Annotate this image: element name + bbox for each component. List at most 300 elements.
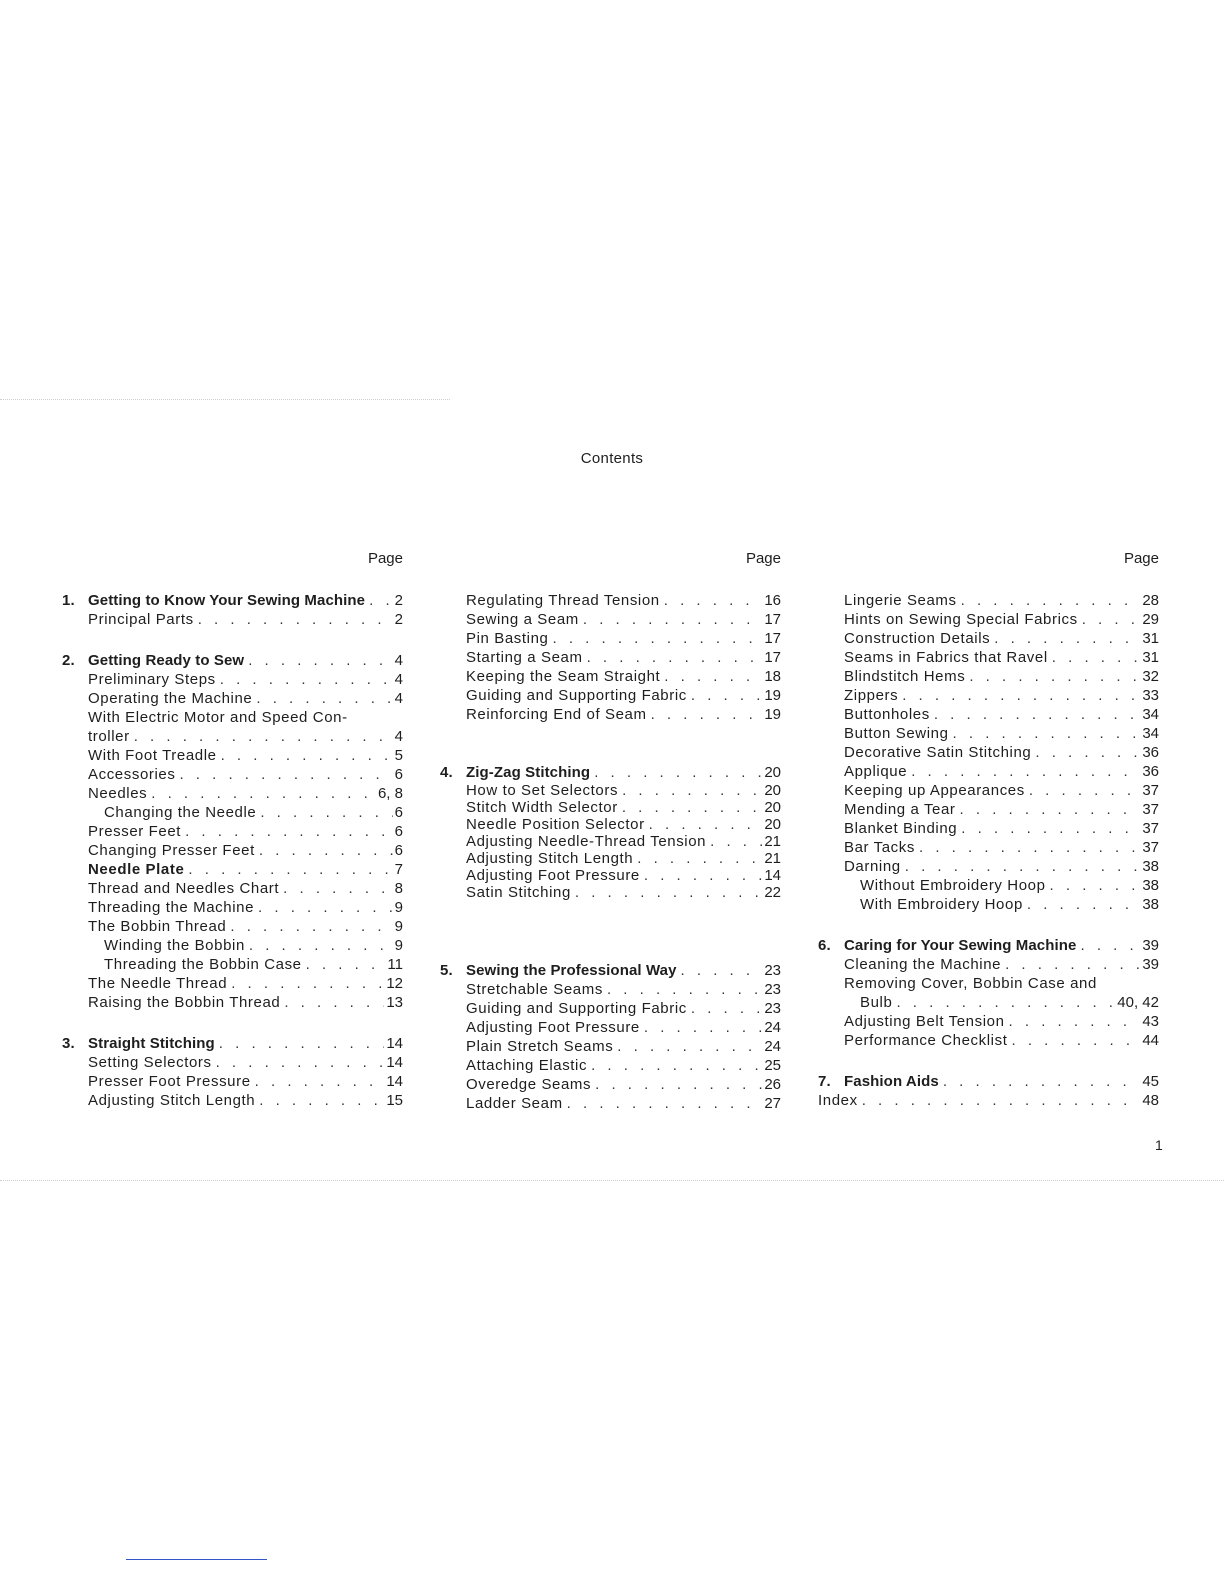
entry-page-number: 26: [764, 1076, 781, 1093]
entry-page-number: 21: [764, 833, 781, 850]
toc-entry: [62, 708, 403, 727]
entry-page-number: 20: [764, 816, 781, 833]
page-number: 1: [1155, 1137, 1163, 1153]
entry-title: Needles: [88, 785, 148, 802]
section-number: 1.: [62, 592, 75, 609]
entry-title: Button Sewing: [844, 725, 949, 742]
entry-title: Preliminary Steps: [88, 671, 216, 688]
entry-title: Guiding and Supporting Fabric: [466, 1000, 687, 1017]
entry-page-number: 17: [764, 649, 781, 666]
dot-leader: [548, 629, 762, 648]
dot-leader: [255, 1091, 384, 1110]
toc-entry: [440, 591, 781, 610]
toc-entry: [818, 857, 1159, 876]
section-spacer: [818, 914, 1159, 936]
dot-leader: [949, 724, 1141, 743]
entry-page-number: 7: [394, 861, 403, 878]
entry-title: Adjusting Stitch Length: [466, 850, 634, 867]
section-spacer: [440, 724, 781, 763]
toc-entry: [62, 610, 403, 629]
entry-page-number: 14: [386, 1073, 403, 1090]
dot-leader: [633, 850, 762, 867]
toc-entry: [62, 822, 403, 841]
entry-title: Construction Details: [844, 630, 991, 647]
toc-entry: [440, 1037, 781, 1056]
toc-entry: [818, 1012, 1159, 1031]
entry-title: Presser Feet: [88, 823, 182, 840]
toc-entry: [62, 1072, 403, 1091]
entry-title: Decorative Satin Stitching: [844, 744, 1032, 761]
entry-page-number: 17: [764, 611, 781, 628]
toc-entry: [62, 879, 403, 898]
entry-page-number: 25: [764, 1057, 781, 1074]
dot-leader: [571, 884, 762, 901]
dot-leader: [1046, 876, 1141, 895]
entry-title: Satin Stitching: [466, 884, 571, 901]
entry-page-number: 43: [1142, 1013, 1159, 1030]
dot-leader: [647, 705, 763, 724]
dot-leader: [660, 667, 762, 686]
page-column-header: Page: [745, 550, 781, 567]
toc-entry: [818, 993, 1159, 1012]
section-number: 7.: [818, 1073, 831, 1090]
entry-title: Blanket Binding: [844, 820, 958, 837]
entry-title: Bar Tacks: [844, 839, 915, 856]
entry-title: Hints on Sewing Special Fabrics: [844, 611, 1078, 628]
entry-page-number: 19: [764, 687, 781, 704]
dot-leader: [181, 822, 393, 841]
dot-leader: [901, 857, 1141, 876]
entry-page-number: 9: [394, 937, 403, 954]
dot-leader: [279, 879, 392, 898]
dot-leader: [640, 1018, 762, 1037]
toc-entry: [818, 667, 1159, 686]
entry-title: Setting Selectors: [88, 1054, 212, 1071]
toc-entry: [62, 898, 403, 917]
page-title: Contents: [580, 450, 644, 467]
entry-title: Regulating Thread Tension: [466, 592, 660, 609]
dot-leader: [212, 1053, 385, 1072]
toc-section-entry: [818, 1072, 1159, 1091]
entry-page-number: 20: [764, 764, 781, 781]
toc-entry: [440, 782, 781, 799]
section-spacer: [440, 901, 781, 961]
entry-page-number: 15: [386, 1092, 403, 1109]
entry-page-number: 9: [394, 899, 403, 916]
toc-entry: [62, 1053, 403, 1072]
dot-leader: [252, 689, 392, 708]
entry-title: Plain Stretch Seams: [466, 1038, 614, 1055]
dot-leader: [1001, 955, 1140, 974]
toc-section-entry: [440, 961, 781, 980]
dot-leader: [965, 667, 1140, 686]
dot-leader: [254, 898, 393, 917]
dot-leader: [930, 705, 1140, 724]
entry-title: Fashion Aids: [844, 1073, 939, 1090]
entry-title: Cleaning the Machine: [844, 956, 1002, 973]
dot-leader: [660, 591, 763, 610]
entry-title: Adjusting Needle-Thread Tension: [466, 833, 707, 850]
dot-leader: [1023, 895, 1140, 914]
entry-title: Darning: [844, 858, 901, 875]
entry-title: Bulb: [860, 994, 893, 1011]
dot-leader: [590, 763, 762, 782]
entry-page-number: 24: [764, 1038, 781, 1055]
dot-leader: [706, 833, 762, 850]
scan-artifact-bottom: [0, 1180, 1224, 1181]
entry-page-number: 23: [764, 962, 781, 979]
dot-leader: [1025, 781, 1140, 800]
entry-title: Reinforcing End of Seam: [466, 706, 647, 723]
entry-page-number: 34: [1142, 706, 1159, 723]
dot-leader: [130, 727, 393, 746]
dot-leader: [957, 819, 1140, 838]
entry-title: Adjusting Foot Pressure: [466, 867, 640, 884]
entry-page-number: 2: [394, 611, 403, 628]
dot-leader: [175, 765, 392, 784]
toc-entry: [440, 799, 781, 816]
entry-title: troller: [88, 728, 130, 745]
dot-leader: [1076, 936, 1140, 955]
toc-entry: [818, 629, 1159, 648]
entry-title: Pin Basting: [466, 630, 549, 647]
entry-title: With Electric Motor and Speed Con-: [88, 709, 348, 726]
dot-leader: [147, 784, 376, 803]
toc-entry: [818, 610, 1159, 629]
entry-page-number: 13: [386, 994, 403, 1011]
entry-title: Seams in Fabrics that Ravel: [844, 649, 1048, 666]
entry-title: Sewing a Seam: [466, 611, 579, 628]
entry-page-number: 4: [394, 690, 403, 707]
toc-entry: [62, 841, 403, 860]
toc-entry: [62, 936, 403, 955]
entry-page-number: 2: [394, 592, 403, 609]
dot-leader: [1048, 648, 1141, 667]
entry-page-number: 17: [764, 630, 781, 647]
toc-entry: [62, 765, 403, 784]
entry-title: Buttonholes: [844, 706, 930, 723]
dot-leader: [583, 648, 763, 667]
toc-entry: [818, 705, 1159, 724]
entry-title: Starting a Seam: [466, 649, 583, 666]
entry-title: Raising the Bobbin Thread: [88, 994, 281, 1011]
dot-leader: [939, 1072, 1140, 1091]
entry-title: Threading the Machine: [88, 899, 255, 916]
entry-title: Changing Presser Feet: [88, 842, 255, 859]
toc-entry: [818, 1091, 1159, 1110]
entry-page-number: 14: [386, 1054, 403, 1071]
entry-page-number: 27: [764, 1095, 781, 1112]
entry-title: Thread and Needles Chart: [88, 880, 280, 897]
entry-page-number: 31: [1142, 630, 1159, 647]
dot-leader: [280, 993, 384, 1012]
entry-title: Without Embroidery Hoop: [860, 877, 1046, 894]
entry-title: How to Set Selectors: [466, 782, 619, 799]
entry-title: Changing the Needle: [104, 804, 257, 821]
entry-page-number: 28: [1142, 592, 1159, 609]
entry-page-number: 37: [1142, 820, 1159, 837]
entry-title: Sewing the Professional Way: [466, 962, 677, 979]
entry-page-number: 23: [764, 1000, 781, 1017]
entry-title: Performance Checklist: [844, 1032, 1008, 1049]
dot-leader: [990, 629, 1140, 648]
entry-page-number: 36: [1142, 744, 1159, 761]
entry-title: Removing Cover, Bobbin Case and: [844, 975, 1097, 992]
entry-page-number: 22: [764, 884, 781, 901]
entry-title: Stretchable Seams: [466, 981, 603, 998]
entry-title: Operating the Machine: [88, 690, 253, 707]
entry-page-number: 9: [394, 918, 403, 935]
scan-artifact-top: [0, 399, 450, 400]
contents-column-3: [818, 550, 1159, 1110]
toc-entry: [818, 974, 1159, 993]
dot-leader: [1005, 1012, 1141, 1031]
entry-title: Threading the Bobbin Case: [104, 956, 302, 973]
entry-title: With Embroidery Hoop: [860, 896, 1023, 913]
toc-section-entry: [818, 936, 1159, 955]
entry-title: The Bobbin Thread: [88, 918, 227, 935]
dot-leader: [227, 974, 384, 993]
entry-title: Caring for Your Sewing Machine: [844, 937, 1077, 954]
toc-entry: [440, 1094, 781, 1113]
entry-page-number: 5: [394, 747, 403, 764]
toc-entry: [818, 762, 1159, 781]
entry-page-number: 16: [764, 592, 781, 609]
entry-title: Applique: [844, 763, 908, 780]
toc-entry: [440, 610, 781, 629]
toc-section-entry: [62, 651, 403, 670]
entry-title: Ladder Seam: [466, 1095, 563, 1112]
entry-page-number: 19: [764, 706, 781, 723]
toc-entry: [818, 838, 1159, 857]
toc-entry: [440, 667, 781, 686]
toc-entry: [440, 980, 781, 999]
entry-page-number: 14: [764, 867, 781, 884]
entry-page-number: 38: [1142, 896, 1159, 913]
dot-leader: [603, 980, 762, 999]
toc-entry: [440, 648, 781, 667]
dot-leader: [256, 803, 392, 822]
entry-title: Lingerie Seams: [844, 592, 957, 609]
toc-entry: [440, 629, 781, 648]
page-column-header: Page: [367, 550, 403, 567]
section-number: 5.: [440, 962, 453, 979]
dot-leader: [184, 860, 392, 879]
section-number: 6.: [818, 937, 831, 954]
entry-title: Index: [818, 1092, 858, 1109]
dot-leader: [645, 816, 763, 833]
toc-section-entry: [440, 763, 781, 782]
entry-page-number: 39: [1142, 937, 1159, 954]
entry-title: With Foot Treadle: [88, 747, 217, 764]
page-column-header: Page: [1123, 550, 1159, 567]
toc-entry: [818, 800, 1159, 819]
entry-page-number: 6: [394, 823, 403, 840]
dot-leader: [687, 999, 762, 1018]
entry-title: Adjusting Belt Tension: [844, 1013, 1005, 1030]
entry-page-number: 44: [1142, 1032, 1159, 1049]
entry-page-number: 45: [1142, 1073, 1159, 1090]
entry-title: Guiding and Supporting Fabric: [466, 687, 687, 704]
toc-entry: [818, 781, 1159, 800]
dot-leader: [1078, 610, 1141, 629]
entry-title: Keeping up Appearances: [844, 782, 1025, 799]
dot-leader: [216, 670, 393, 689]
entry-page-number: 12: [386, 975, 403, 992]
entry-page-number: 34: [1142, 725, 1159, 742]
toc-entry: [818, 648, 1159, 667]
dot-leader: [255, 841, 393, 860]
entry-page-number: 6, 8: [377, 785, 403, 802]
toc-entry: [818, 819, 1159, 838]
toc-entry: [440, 1075, 781, 1094]
toc-entry: [440, 1056, 781, 1075]
toc-entry: [62, 803, 403, 822]
entry-title: Zippers: [844, 687, 899, 704]
entry-page-number: 48: [1142, 1092, 1159, 1109]
toc-entry: [818, 724, 1159, 743]
entry-page-number: 36: [1142, 763, 1159, 780]
entry-page-number: 37: [1142, 839, 1159, 856]
toc-entry: [818, 1031, 1159, 1050]
toc-entry: [440, 867, 781, 884]
toc-entry: [62, 1091, 403, 1110]
entry-title: Needle Position Selector: [466, 816, 645, 833]
dot-leader: [587, 1056, 762, 1075]
toc-entry: [818, 686, 1159, 705]
dot-leader: [215, 1034, 385, 1053]
entry-page-number: 31: [1142, 649, 1159, 666]
dot-leader: [244, 651, 392, 670]
dot-leader: [858, 1091, 1141, 1110]
dot-leader: [677, 961, 763, 980]
entry-title: Getting Ready to Sew: [88, 652, 245, 669]
entry-page-number: 20: [764, 782, 781, 799]
section-spacer: [818, 1050, 1159, 1072]
entry-page-number: 40, 42: [1117, 994, 1159, 1011]
toc-entry: [818, 895, 1159, 914]
entry-title: Stitch Width Selector: [466, 799, 618, 816]
entry-page-number: 6: [394, 804, 403, 821]
entry-page-number: 6: [394, 842, 403, 859]
dot-leader: [687, 686, 762, 705]
entry-title: Presser Foot Pressure: [88, 1073, 251, 1090]
toc-entry: [440, 884, 781, 901]
toc-entry: [440, 816, 781, 833]
entry-title: Winding the Bobbin: [104, 937, 245, 954]
dot-leader: [613, 1037, 762, 1056]
dot-leader: [907, 762, 1140, 781]
dot-leader: [579, 610, 762, 629]
entry-title: Attaching Elastic: [466, 1057, 588, 1074]
entry-page-number: 8: [394, 880, 403, 897]
entry-page-number: 33: [1142, 687, 1159, 704]
toc-entry: [818, 743, 1159, 762]
dot-leader: [251, 1072, 385, 1091]
entry-title: Zig-Zag Stitching: [466, 764, 591, 781]
footer-rule: [126, 1559, 267, 1560]
entry-title: Keeping the Seam Straight: [466, 668, 661, 685]
dot-leader: [1031, 743, 1140, 762]
entry-title: Needle Plate: [88, 861, 185, 878]
section-number: 2.: [62, 652, 75, 669]
toc-entry: [440, 850, 781, 867]
toc-entry: [440, 999, 781, 1018]
dot-leader: [591, 1075, 762, 1094]
entry-title: Accessories: [88, 766, 176, 783]
contents-column-2: [440, 550, 781, 1113]
toc-section-entry: [62, 591, 403, 610]
entry-page-number: 20: [764, 799, 781, 816]
dot-leader: [563, 1094, 763, 1113]
entry-title: Adjusting Foot Pressure: [466, 1019, 640, 1036]
dot-leader: [365, 591, 393, 610]
toc-entry: [440, 833, 781, 850]
dot-leader: [1008, 1031, 1141, 1050]
section-number: 4.: [440, 764, 453, 781]
toc-entry: [62, 955, 403, 974]
entry-title: Mending a Tear: [844, 801, 956, 818]
toc-section-entry: [62, 1034, 403, 1053]
entry-page-number: 4: [394, 728, 403, 745]
entry-page-number: 24: [764, 1019, 781, 1036]
entry-title: Blindstitch Hems: [844, 668, 966, 685]
entry-title: Straight Stitching: [88, 1035, 215, 1052]
entry-title: Overedge Seams: [466, 1076, 592, 1093]
dot-leader: [194, 610, 393, 629]
toc-entry: [818, 591, 1159, 610]
entry-page-number: 21: [764, 850, 781, 867]
toc-entry: [818, 955, 1159, 974]
section-spacer: [62, 1012, 403, 1034]
toc-entry: [62, 974, 403, 993]
toc-entry: [62, 689, 403, 708]
entry-title: The Needle Thread: [88, 975, 228, 992]
entry-page-number: 11: [387, 956, 403, 973]
entry-page-number: 4: [394, 652, 403, 669]
entry-page-number: 14: [386, 1035, 403, 1052]
toc-entry: [440, 1018, 781, 1037]
section-number: 3.: [62, 1035, 75, 1052]
section-spacer: [62, 629, 403, 651]
entry-page-number: 38: [1142, 858, 1159, 875]
dot-leader: [956, 800, 1141, 819]
toc-entry: [818, 876, 1159, 895]
toc-entry: [62, 746, 403, 765]
entry-page-number: 37: [1142, 801, 1159, 818]
dot-leader: [640, 867, 762, 884]
entry-page-number: 37: [1142, 782, 1159, 799]
toc-entry: [62, 993, 403, 1012]
entry-page-number: 23: [764, 981, 781, 998]
entry-page-number: 38: [1142, 877, 1159, 894]
entry-page-number: 32: [1142, 668, 1159, 685]
dot-leader: [957, 591, 1141, 610]
entry-page-number: 29: [1142, 611, 1159, 628]
dot-leader: [302, 955, 386, 974]
dot-leader: [892, 993, 1115, 1012]
toc-entry: [62, 784, 403, 803]
entry-page-number: 18: [764, 668, 781, 685]
contents-column-1: [62, 550, 403, 1110]
dot-leader: [618, 799, 762, 816]
dot-leader: [226, 917, 392, 936]
dot-leader: [618, 782, 762, 799]
toc-entry: [62, 860, 403, 879]
entry-page-number: 6: [394, 766, 403, 783]
dot-leader: [245, 936, 393, 955]
toc-entry: [62, 670, 403, 689]
